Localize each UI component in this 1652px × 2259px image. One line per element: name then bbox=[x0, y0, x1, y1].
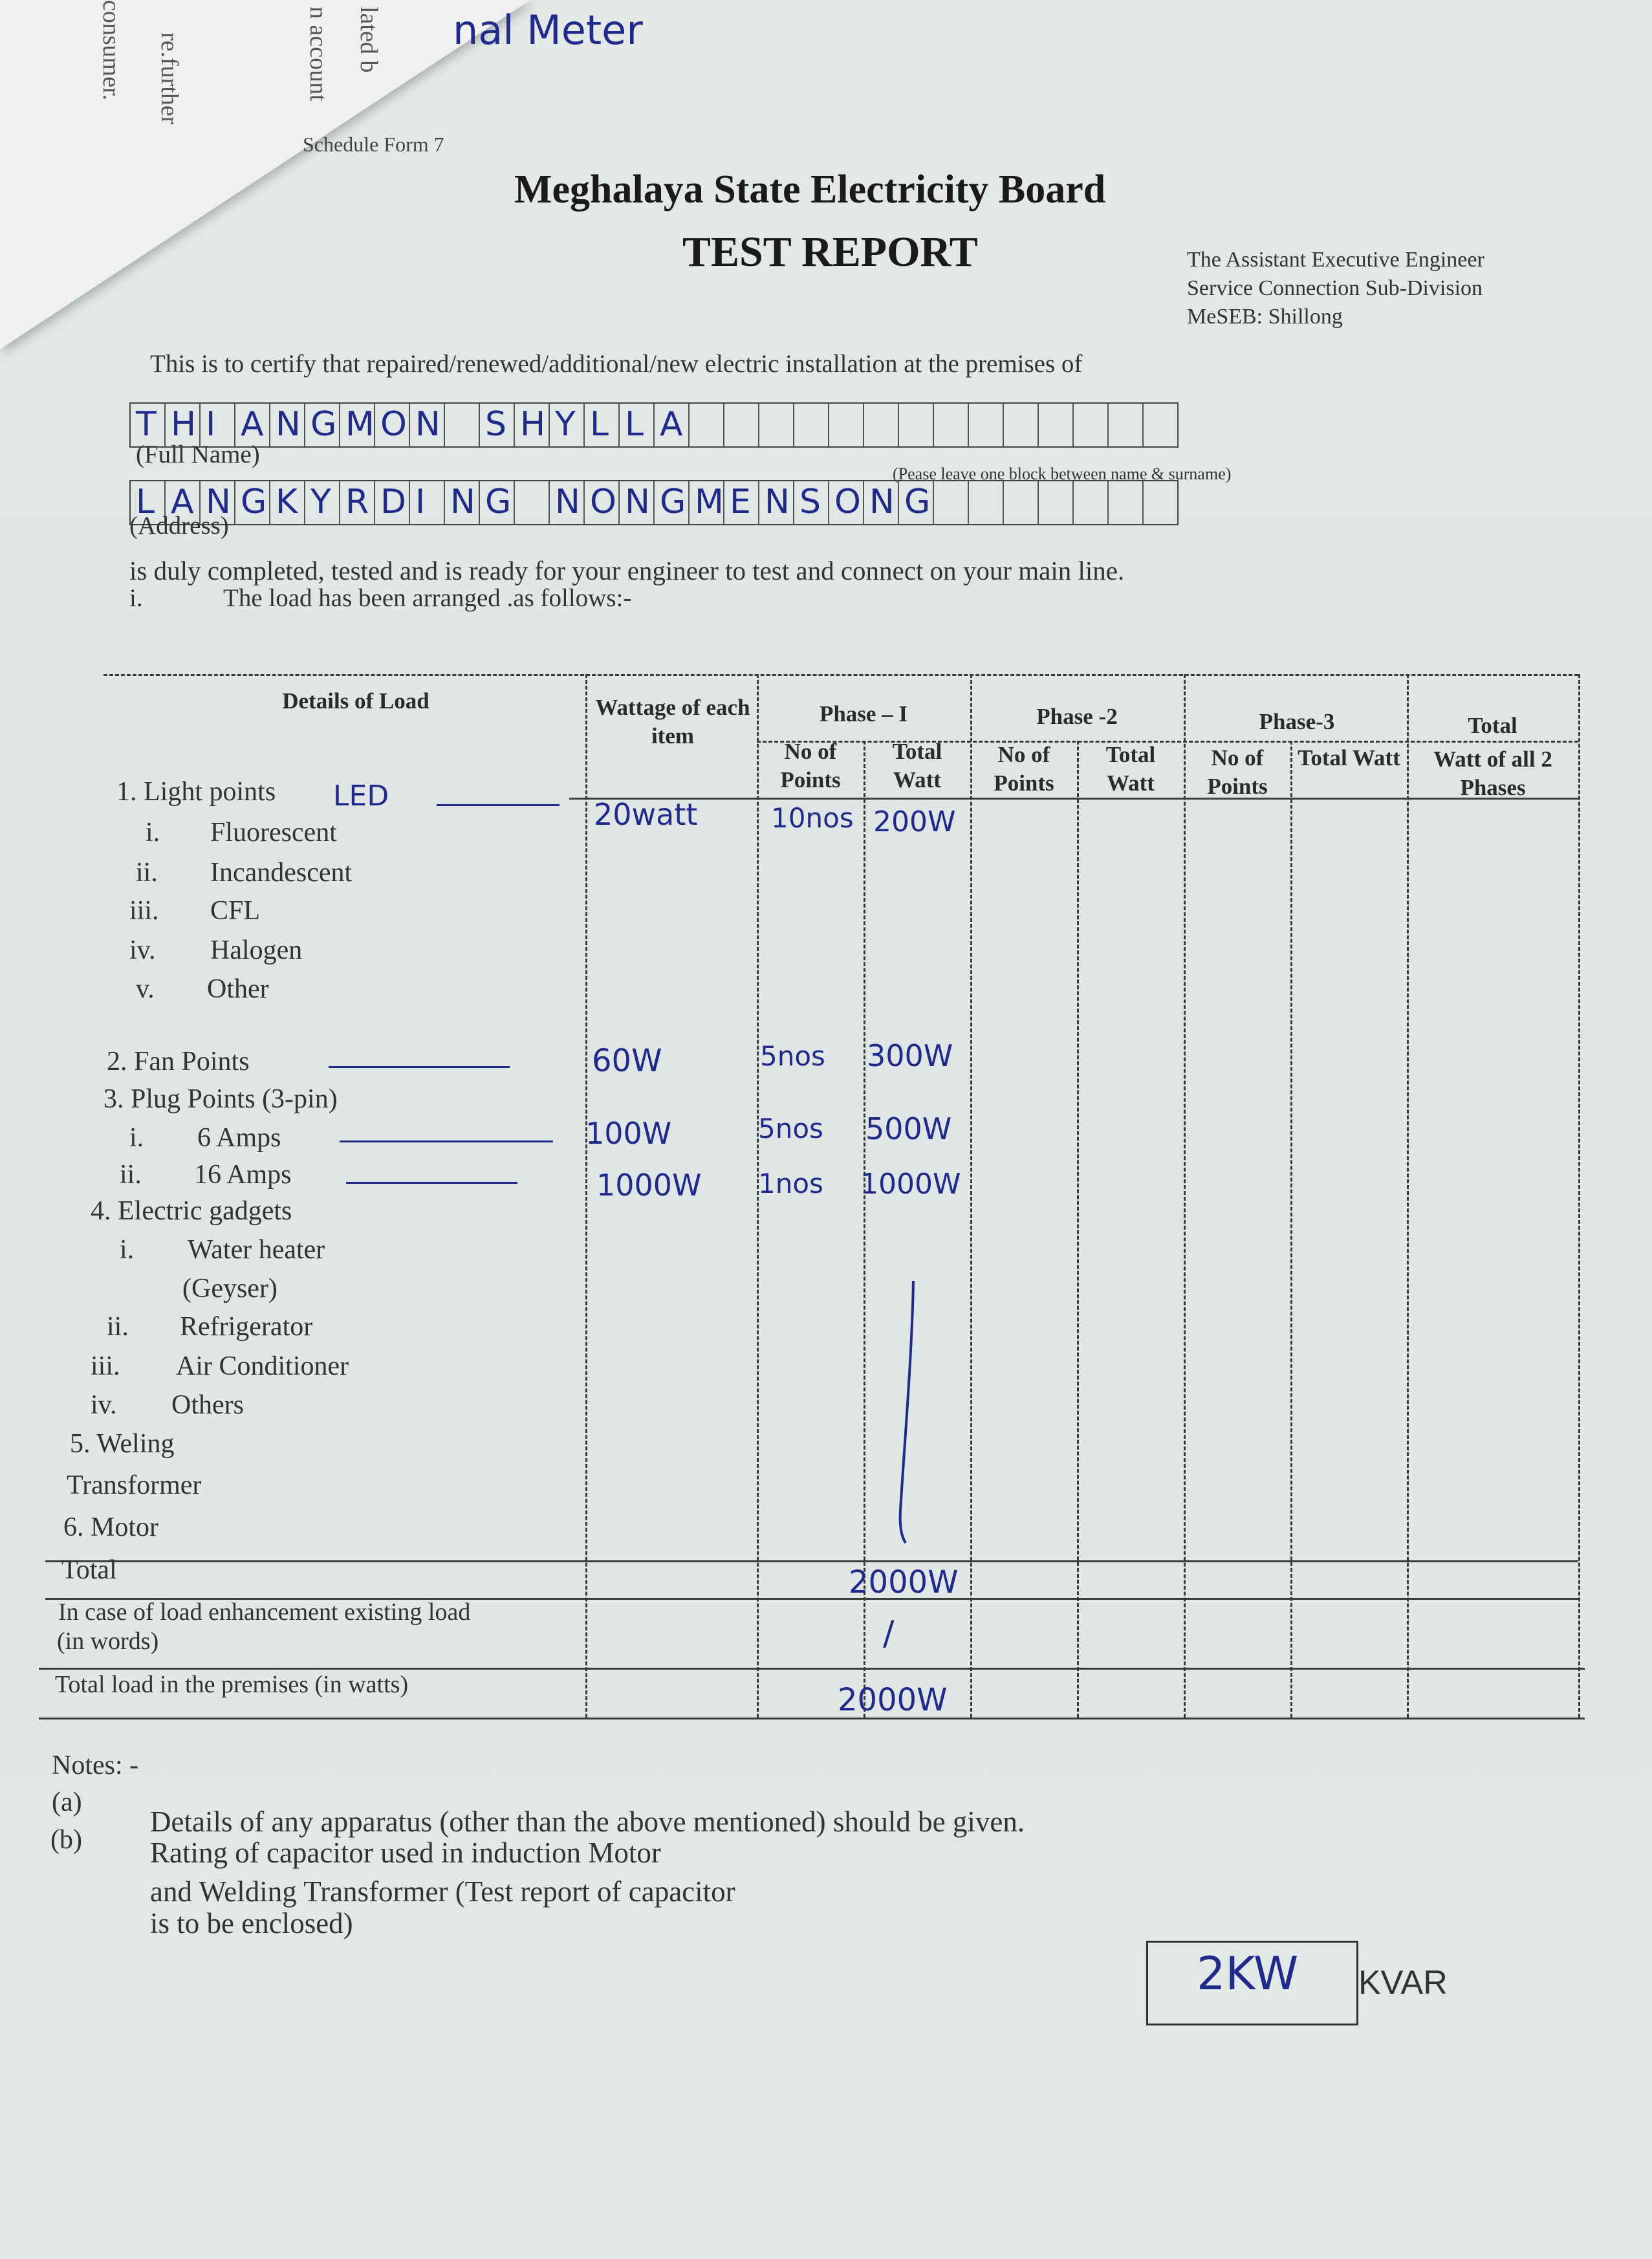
name-box bbox=[829, 404, 864, 446]
row-heater-num: i. bbox=[120, 1235, 135, 1265]
phase1-total: 2000W bbox=[849, 1564, 959, 1600]
col-line-9 bbox=[1578, 674, 1580, 1718]
address-box bbox=[969, 481, 1004, 524]
full-name-grid bbox=[129, 402, 1179, 448]
light-wattage: 20watt bbox=[594, 797, 698, 832]
plug6-wattage: 100W bbox=[585, 1116, 672, 1151]
col-line-5 bbox=[1077, 741, 1079, 1718]
address-char: N bbox=[206, 483, 231, 521]
name-box bbox=[899, 404, 934, 446]
row-6amps-num: i. bbox=[129, 1123, 144, 1153]
name-char: N bbox=[415, 405, 440, 444]
name-char: T bbox=[136, 405, 157, 444]
light-total-watt: 200W bbox=[873, 805, 956, 838]
address-char: S bbox=[799, 483, 821, 521]
row-total: Total bbox=[61, 1555, 117, 1585]
header-phase1: Phase – I bbox=[819, 701, 908, 726]
name-char: O bbox=[380, 405, 407, 444]
name-char: A bbox=[660, 405, 683, 444]
header-phase3: Phase-3 bbox=[1259, 709, 1335, 734]
addressee-line-3: MeSEB: Shillong bbox=[1187, 305, 1343, 329]
header-wattage: Wattage of each item bbox=[595, 695, 750, 748]
row-water-heater: Water heater bbox=[188, 1235, 325, 1265]
fold-line-2: n account bbox=[305, 6, 332, 102]
fold-line-4: consumer. bbox=[98, 0, 125, 101]
header-handwriting: nal Meter bbox=[453, 6, 643, 54]
row-transformer: Transformer bbox=[67, 1470, 202, 1500]
address-char: D bbox=[380, 483, 407, 521]
row-halogen-num: iv. bbox=[129, 935, 156, 965]
row-electric-gadgets: 4. Electric gadgets bbox=[91, 1196, 292, 1226]
load-intro-number: i. bbox=[129, 584, 143, 612]
p1-watt-header: Total Watt bbox=[892, 739, 942, 792]
board-name: Meghalaya State Electricity Board bbox=[514, 168, 1106, 212]
plug16-total-watt: 1000W bbox=[860, 1168, 961, 1201]
name-box bbox=[1004, 404, 1039, 446]
capacitor-unit: KVAR bbox=[1358, 1964, 1448, 2002]
name-box bbox=[655, 404, 690, 446]
row-enhancement: In case of load enhancement existing load bbox=[58, 1599, 471, 1626]
row-ac-num: iii. bbox=[91, 1351, 120, 1381]
enhancement-bottom-line bbox=[39, 1668, 1585, 1670]
plug16-wattage: 1000W bbox=[596, 1168, 702, 1203]
row-motor: 6. Motor bbox=[63, 1512, 158, 1542]
note-b-line-2: and Welding Transformer (Test report of capacitor bbox=[150, 1875, 735, 1908]
address-box bbox=[655, 481, 690, 524]
name-box bbox=[759, 404, 794, 446]
row-fridge-num: ii. bbox=[107, 1312, 129, 1342]
address-char: G bbox=[904, 483, 931, 521]
load-intro: The load has been arranged .as follows:- bbox=[223, 584, 632, 612]
handwritten-vertical-stroke bbox=[886, 1278, 925, 1549]
name-box bbox=[550, 404, 585, 446]
p3-points-header: No of Points bbox=[1207, 745, 1268, 799]
name-box bbox=[585, 404, 620, 446]
note-b-line-3: is to be enclosed) bbox=[150, 1907, 353, 1939]
address-box bbox=[445, 481, 480, 524]
document-title: TEST REPORT bbox=[682, 228, 978, 276]
row-geyser: (Geyser) bbox=[182, 1274, 277, 1304]
name-box bbox=[1109, 404, 1144, 446]
name-box bbox=[724, 404, 759, 446]
row-cfl-num: iii. bbox=[129, 896, 159, 926]
fan-points: 5nos bbox=[760, 1040, 825, 1072]
name-box bbox=[934, 404, 969, 446]
row-plug-points: 3. Plug Points (3-pin) bbox=[103, 1084, 338, 1114]
name-hint: (Pease leave one block between name & surname) bbox=[893, 464, 1232, 483]
name-char: N bbox=[276, 405, 301, 444]
address-box bbox=[934, 481, 969, 524]
row-others-num: iv. bbox=[91, 1390, 117, 1420]
header-details: Details of Load bbox=[282, 688, 429, 714]
p3-watt-header: Total Watt bbox=[1298, 745, 1400, 770]
row-other-num: v. bbox=[136, 974, 155, 1004]
name-box bbox=[690, 404, 724, 446]
name-char: H bbox=[171, 405, 197, 444]
name-box bbox=[445, 404, 480, 446]
address-grid bbox=[129, 480, 1179, 525]
address-box bbox=[794, 481, 829, 524]
row-air-conditioner: Air Conditioner bbox=[176, 1351, 349, 1381]
table-top-line bbox=[103, 674, 1578, 676]
table-bottom-line bbox=[39, 1718, 1585, 1719]
total-load-value: 2000W bbox=[838, 1682, 948, 1718]
address-box bbox=[829, 481, 864, 524]
name-char: G bbox=[310, 405, 337, 444]
row-16amps-num: ii. bbox=[120, 1160, 142, 1190]
row-other: Other bbox=[207, 974, 269, 1004]
address-char: N bbox=[555, 483, 580, 521]
name-char: A bbox=[241, 405, 264, 444]
address-box bbox=[1144, 481, 1177, 524]
row-refrigerator: Refrigerator bbox=[180, 1312, 313, 1342]
enhancement-value: / bbox=[883, 1614, 895, 1653]
address-char: N bbox=[450, 483, 475, 521]
16amps-underline bbox=[346, 1182, 517, 1184]
name-char: H bbox=[520, 405, 546, 444]
light-points: 10nos bbox=[771, 802, 854, 834]
name-char: M bbox=[345, 405, 375, 444]
6amps-underline bbox=[340, 1140, 553, 1142]
address-char: M bbox=[695, 483, 724, 521]
address-box bbox=[759, 481, 794, 524]
row-16amps: 16 Amps bbox=[194, 1160, 292, 1190]
row-enhancement-words: (in words) bbox=[57, 1628, 159, 1655]
name-box bbox=[794, 404, 829, 446]
note-b-label: (b) bbox=[50, 1825, 82, 1855]
address-char: L bbox=[136, 483, 155, 521]
address-box bbox=[620, 481, 655, 524]
address-box bbox=[1039, 481, 1074, 524]
name-char: Y bbox=[555, 405, 576, 444]
full-name-label: (Full Name) bbox=[136, 441, 260, 468]
schedule-label: Schedule Form 7 bbox=[303, 133, 444, 156]
name-box bbox=[620, 404, 655, 446]
name-box bbox=[340, 404, 375, 446]
fan-underline bbox=[329, 1066, 510, 1068]
address-char: K bbox=[276, 483, 298, 521]
total-top-line bbox=[45, 1560, 1578, 1562]
address-box bbox=[1074, 481, 1109, 524]
address-box bbox=[1004, 481, 1039, 524]
address-box bbox=[899, 481, 934, 524]
col-line-8 bbox=[1407, 674, 1409, 1718]
light-type-handwriting: LED bbox=[333, 780, 389, 813]
row-fluorescent-num: i. bbox=[146, 818, 160, 847]
note-a-text: Details of any apparatus (other than the above mentioned) should be given. bbox=[150, 1806, 1025, 1838]
addressee-line-2: Service Connection Sub-Division bbox=[1187, 276, 1483, 300]
address-char: O bbox=[834, 483, 861, 521]
address-char: G bbox=[241, 483, 267, 521]
address-box bbox=[724, 481, 759, 524]
address-box bbox=[1109, 481, 1144, 524]
col-line-1 bbox=[585, 674, 587, 1718]
address-box bbox=[550, 481, 585, 524]
row-6amps: 6 Amps bbox=[197, 1123, 281, 1153]
name-box bbox=[1144, 404, 1177, 446]
row-light-points: 1. Light points bbox=[116, 777, 276, 807]
address-char: G bbox=[660, 483, 686, 521]
address-box bbox=[690, 481, 724, 524]
address-box bbox=[585, 481, 620, 524]
header-phase2: Phase -2 bbox=[1036, 704, 1118, 729]
name-box bbox=[480, 404, 515, 446]
notes-title: Notes: - bbox=[52, 1751, 139, 1780]
header-total: Total bbox=[1468, 713, 1517, 738]
name-char: L bbox=[590, 405, 609, 444]
address-char: I bbox=[415, 483, 426, 521]
light-underline bbox=[437, 804, 560, 806]
row-incandescent: Incandescent bbox=[210, 858, 353, 888]
address-box bbox=[864, 481, 899, 524]
col-line-4 bbox=[970, 674, 972, 1718]
name-box bbox=[1074, 404, 1109, 446]
folded-corner bbox=[0, 0, 530, 349]
address-label: (Address) bbox=[129, 512, 229, 540]
total-all-header: Watt of all 2 Phases bbox=[1433, 747, 1552, 800]
row-others: Others bbox=[171, 1390, 244, 1420]
plug6-points: 5nos bbox=[758, 1113, 823, 1144]
fan-total-watt: 300W bbox=[867, 1038, 953, 1073]
plug6-total-watt: 500W bbox=[865, 1111, 952, 1146]
p2-points-header: No of Points bbox=[994, 742, 1054, 796]
address-char: G bbox=[485, 483, 512, 521]
col-line-6 bbox=[1184, 674, 1186, 1718]
row-total-load: Total load in the premises (in watts) bbox=[55, 1671, 409, 1698]
certify-text: This is to certify that repaired/renewed/additional/new electric installation at the premises of bbox=[150, 350, 1083, 378]
completion-text: is duly completed, tested and is ready for your engineer to test and connect on your main line. bbox=[129, 556, 1125, 585]
address-box bbox=[480, 481, 515, 524]
address-box bbox=[410, 481, 445, 524]
col-line-7 bbox=[1290, 741, 1292, 1718]
name-box bbox=[969, 404, 1004, 446]
address-char: Y bbox=[310, 483, 331, 521]
row-cfl: CFL bbox=[210, 896, 261, 926]
row-fan-points: 2. Fan Points bbox=[107, 1047, 250, 1076]
address-char: N bbox=[625, 483, 650, 521]
name-char: L bbox=[625, 405, 644, 444]
name-box bbox=[375, 404, 410, 446]
address-box bbox=[340, 481, 375, 524]
p1-points-header: No of Points bbox=[780, 739, 841, 792]
name-char: S bbox=[485, 405, 507, 444]
address-char: E bbox=[730, 483, 751, 521]
row-fluorescent: Fluorescent bbox=[210, 818, 337, 847]
address-char: N bbox=[869, 483, 895, 521]
name-box bbox=[410, 404, 445, 446]
row-welding: 5. Weling bbox=[70, 1429, 175, 1459]
name-char: I bbox=[206, 405, 216, 444]
address-char: O bbox=[590, 483, 616, 521]
fold-line-3: re.further bbox=[156, 32, 183, 125]
plug16-points: 1nos bbox=[758, 1168, 823, 1199]
p2-watt-header: Total Watt bbox=[1105, 742, 1156, 796]
name-box bbox=[270, 404, 305, 446]
fold-line-1: lated b bbox=[355, 6, 382, 73]
address-char: N bbox=[765, 483, 790, 521]
name-box bbox=[864, 404, 899, 446]
note-a-label: (a) bbox=[52, 1787, 82, 1817]
address-char: A bbox=[171, 483, 194, 521]
row-incandescent-num: ii. bbox=[136, 858, 158, 888]
name-box bbox=[305, 404, 340, 446]
address-box bbox=[375, 481, 410, 524]
fan-wattage: 60W bbox=[592, 1043, 662, 1079]
address-box bbox=[235, 481, 270, 524]
name-box bbox=[515, 404, 550, 446]
address-box bbox=[270, 481, 305, 524]
row-halogen: Halogen bbox=[210, 935, 303, 965]
address-char: R bbox=[345, 483, 369, 521]
addressee-line-1: The Assistant Executive Engineer bbox=[1187, 248, 1484, 272]
address-box bbox=[515, 481, 550, 524]
name-box bbox=[1039, 404, 1074, 446]
addressee-block bbox=[1187, 246, 1549, 331]
note-b-line-1: Rating of capacitor used in induction Motor bbox=[150, 1837, 661, 1869]
capacitor-value: 2KW bbox=[1197, 1947, 1299, 2000]
address-box bbox=[305, 481, 340, 524]
